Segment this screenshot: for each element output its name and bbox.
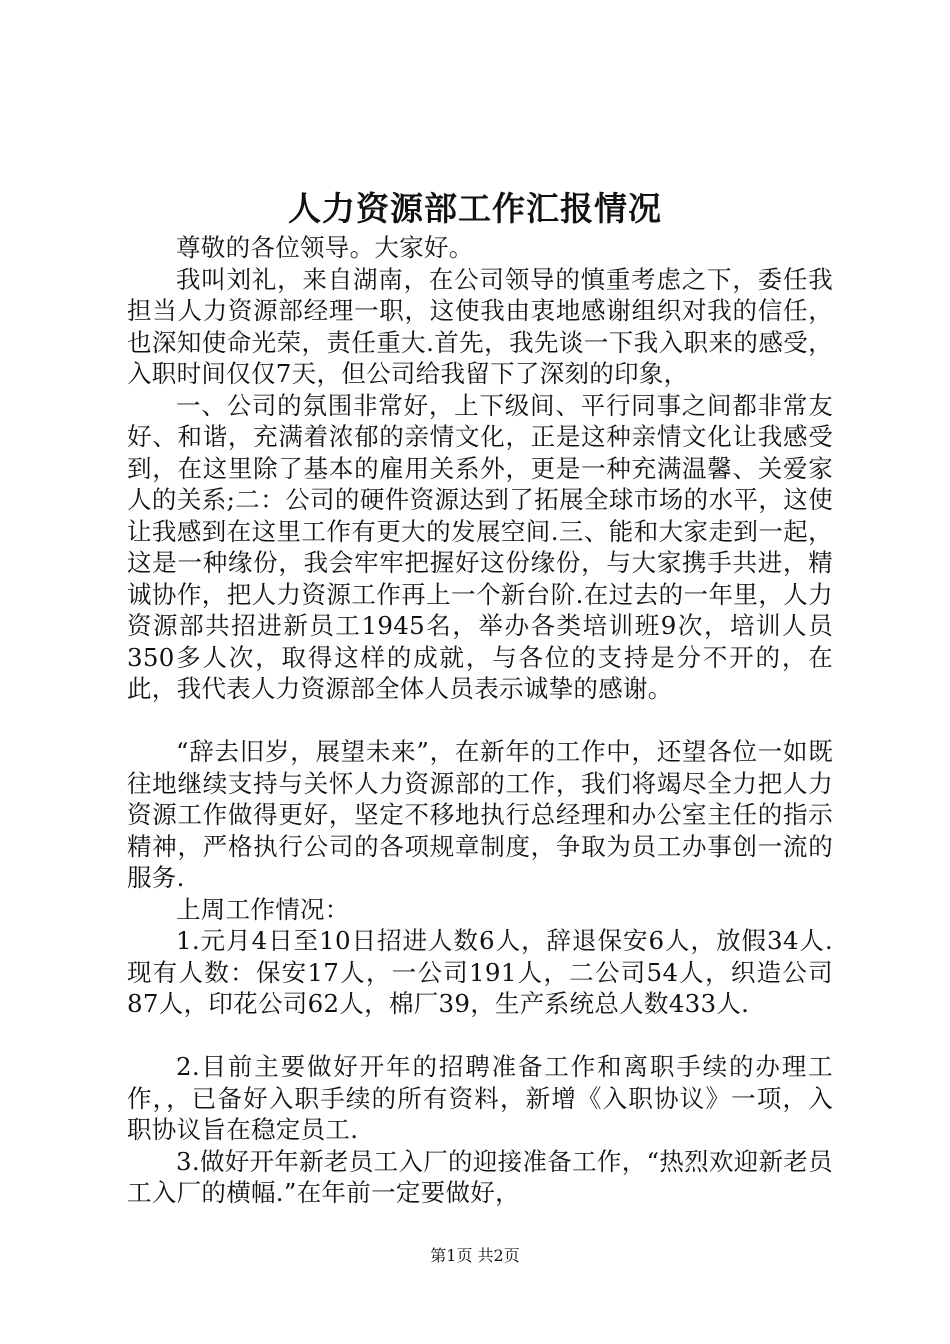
last-week-heading: 上周工作情况： [176, 894, 350, 924]
greeting-paragraph: 尊敬的各位领导。大家好。 [176, 233, 474, 262]
impressions-paragraph: 一、公司的氛围非常好，上下级间、平行同事之间都非常友好、和谐，充满着浓郁的亲情文化，正是这种亲情文化让我感受到，在这里除了基本的雇用关系外，更是一种充满温馨、关爱家人的关系;二：公司的硬件资源达到了拓展全球市场的水平，这使让我感到在这里工作有更大的发展空间.三、能和大家走到一起，这是一种缘份，我会牢牢把握好这份缘份，与大家携手共进，精诚协作，把人力资源工作再上一个新台阶.在过去的一年里，人力资源部共招进新员工1945名，举办各类培训班9次，培训人员350多人次，取得这样的成就，与各位的支持是分不开的，在此，我代表人力资源部全体人员表示诚挚的感谢。 [127, 390, 833, 703]
page-footer: 第1页 共2页 [430, 1246, 520, 1265]
work-item-2: 2.目前主要做好开年的招聘准备工作和离职手续的办理工作，，已备好入职手续的所有资料，新增《入职协议》一项，入职协议旨在稳定员工. [127, 1052, 833, 1144]
document-body [127, 232, 833, 1209]
outlook-paragraph: “辞去旧岁，展望未来”，在新年的工作中，还望各位一如既往地继续支持与关怀人力资源部的工作，我们将竭尽全力把人力资源工作做得更好，坚定不移地执行总经理和办公室主任的指示精神，严格执行公司的各项规章制度，争取为员工办事创一流的服务. [127, 737, 833, 892]
intro-paragraph: 我叫刘礼，来自湖南，在公司领导的慎重考虑之下，委任我担当人力资源部经理一职，这使我由衷地感谢组织对我的信任，也深知使命光荣，责任重大.首先，我先谈一下我入职来的感受，入职时间仅仅7天，但公司给我留下了深刻的印象， [127, 264, 833, 388]
document-title: 人力资源部工作汇报情况 [288, 189, 662, 228]
work-item-1: 1.元月4日至10日招进人数6人，辞退保安6人，放假34人.现有人数：保安17人，一公司191人，二公司54人，织造公司87人，印花公司62人，棉厂39，生产系统总人数433人. [127, 926, 833, 1018]
work-item-3: 3.做好开年新老员工入厂的迎接准备工作，“热烈欢迎新老员工入厂的横幅.”在年前一定要做好， [127, 1146, 833, 1207]
